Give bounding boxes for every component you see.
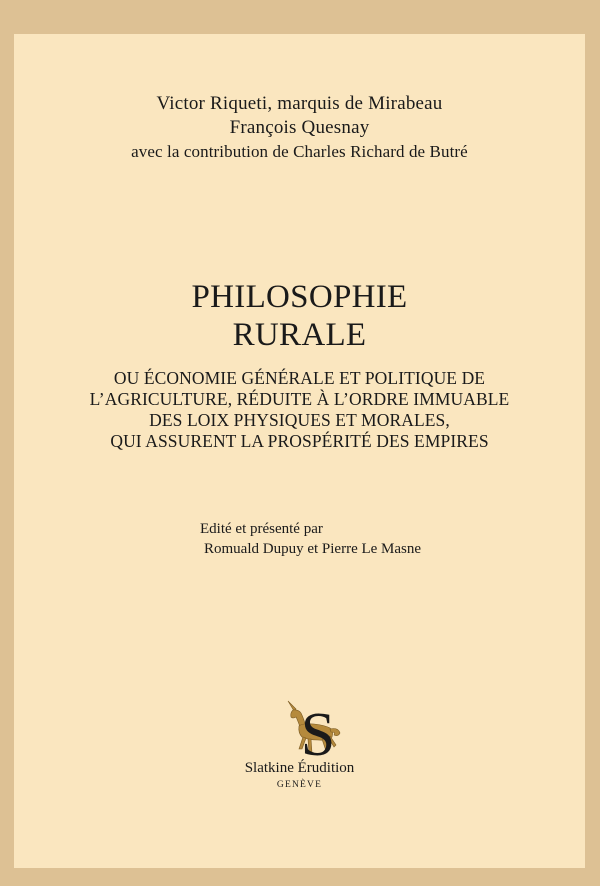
logo-letter-s: S (300, 701, 336, 765)
title-line-1: PHILOSOPHIE (191, 279, 408, 315)
editors-names: Romuald Dupuy et Pierre Le Masne (204, 541, 422, 557)
editors-label: Edité et présenté par (200, 521, 323, 537)
title-line-2: RURALE (232, 317, 367, 353)
publisher-city: GENÈVE (276, 780, 323, 790)
publisher-name: Slatkine Érudition (244, 760, 355, 776)
contributor-line: avec la contribution de Charles Richard de Butré (131, 142, 468, 161)
editors-block (200, 519, 421, 559)
author-quesnay: François Quesnay (229, 117, 370, 138)
subtitle-line-2: L’AGRICULTURE, RÉDUITE À L’ORDRE IMMUABLE (89, 389, 510, 409)
subtitle-line-3: DES LOIX PHYSIQUES ET MORALES, (149, 410, 450, 430)
authors-block (14, 92, 585, 163)
book-cover (14, 34, 585, 868)
book-title (14, 278, 585, 354)
unicorn-s-logo-icon (284, 697, 348, 765)
subtitle-line-1: OU ÉCONOMIE GÉNÉRALE ET POLITIQUE DE (113, 368, 486, 388)
subtitle-line-4: QUI ASSURENT LA PROSPÉRITÉ DES EMPIRES (110, 431, 489, 451)
book-subtitle (14, 368, 585, 452)
author-mirabeau: Victor Riqueti, marquis de Mirabeau (156, 93, 443, 114)
